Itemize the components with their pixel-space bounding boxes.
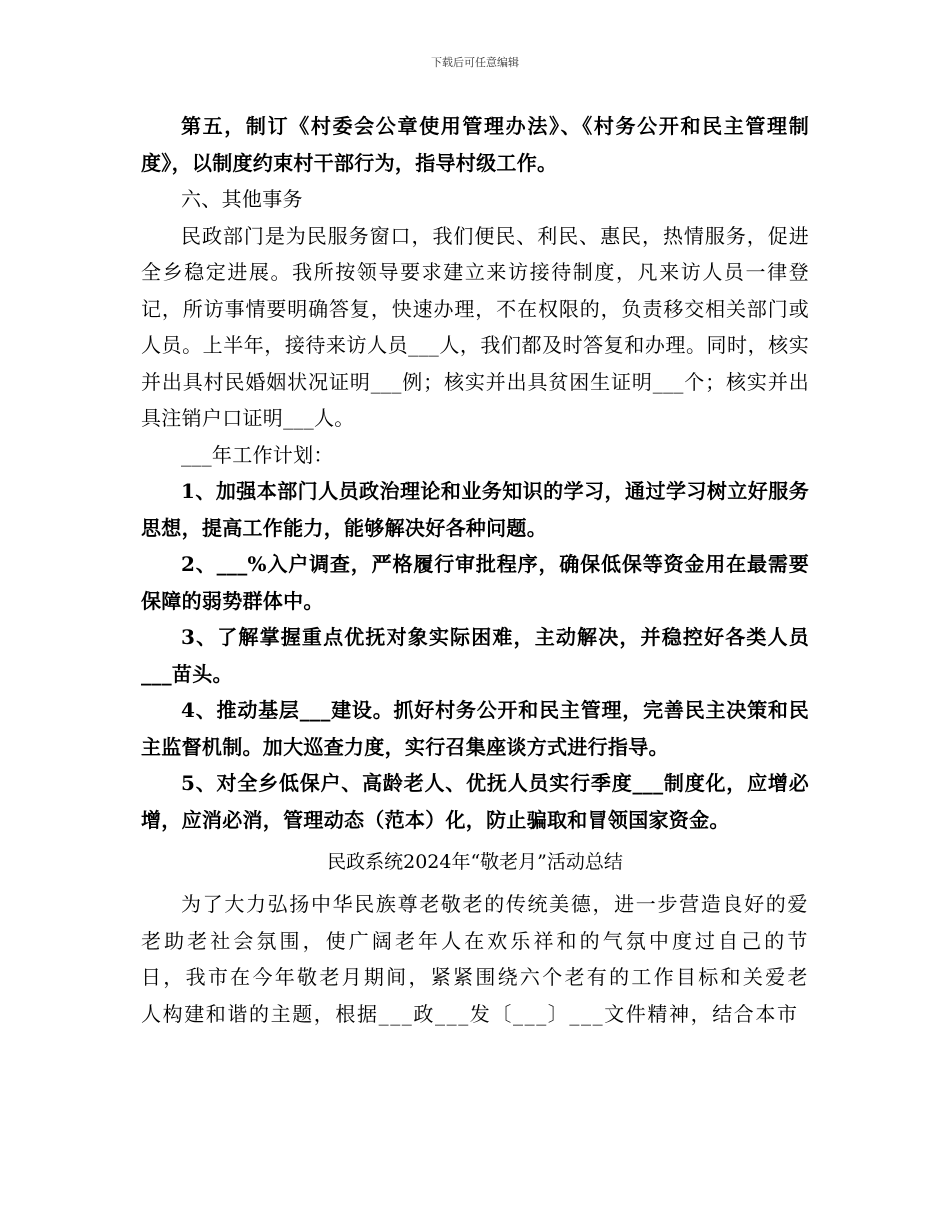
paragraph-work-plan-heading: ___年工作计划： bbox=[181, 442, 334, 467]
paragraph-elderly-month-intro: 为了大力弘扬中华民族尊老敬老的传统美德，进一步营造良好的爱老助老社会氛围，使广阔老年人在欢乐祥和的气氛中度过自己的节日，我市在今年敬老月期间，紧紧围绕六个老有的工作目标和关爱老人构建和谐的主题，根据___政___发〔___〕___文件精神，结合本市 bbox=[141, 892, 809, 1026]
section-title: 民政系统2024年“敬老月”活动总结 bbox=[327, 851, 623, 873]
paragraph-plan-item-3: 3、了解掌握重点优抚对象实际困难，主动解决，并稳控好各类人员___苗头。 bbox=[141, 625, 809, 686]
paragraph-rule-five: 第五，制订《村委会公章使用管理办法》、《村务公开和民主管理制度》，以制度约束村干部行为，指导村级工作。 bbox=[141, 114, 809, 175]
page-header: 下载后可任意编辑 bbox=[431, 56, 519, 69]
paragraph-plan-item-5: 5、对全乡低保户、高龄老人、优抚人员实行季度___制度化，应增必增，应消必消，管理动态（范本）化，防止骗取和冒领国家资金。 bbox=[141, 771, 809, 832]
paragraph-civil-affairs: 民政部门是为民服务窗口，我们便民、利民、惠民，热情服务，促进全乡稳定进展。我所按领导要求建立来访接待制度，凡来访人员一律登记，所访事情要明确答复，快速办理，不在权限的，负责移交相关部门或人员。上半年，接待来访人员___人，我们都及时答复和办理。同时，核实并出具村民婚姻状况证明___例；核实并出具贫困生证明___个；核实并出具注销户口证明___人。 bbox=[141, 223, 809, 430]
paragraph-plan-item-1: 1、加强本部门人员政治理论和业务知识的学习，通过学习树立好服务思想，提高工作能力，能够解决好各种问题。 bbox=[141, 479, 809, 540]
paragraph-section-six-heading: 六、其他事务 bbox=[181, 187, 303, 211]
document-body bbox=[141, 108, 809, 1032]
paragraph-plan-item-2: 2、___%入户调查，严格履行审批程序，确保低保等资金用在最需要保障的弱势群体中。 bbox=[141, 552, 809, 613]
paragraph-plan-item-4: 4、推动基层___建设。抓好村务公开和民主管理，完善民主决策和民主监督机制。加大巡查力度，实行召集座谈方式进行指导。 bbox=[141, 698, 809, 759]
